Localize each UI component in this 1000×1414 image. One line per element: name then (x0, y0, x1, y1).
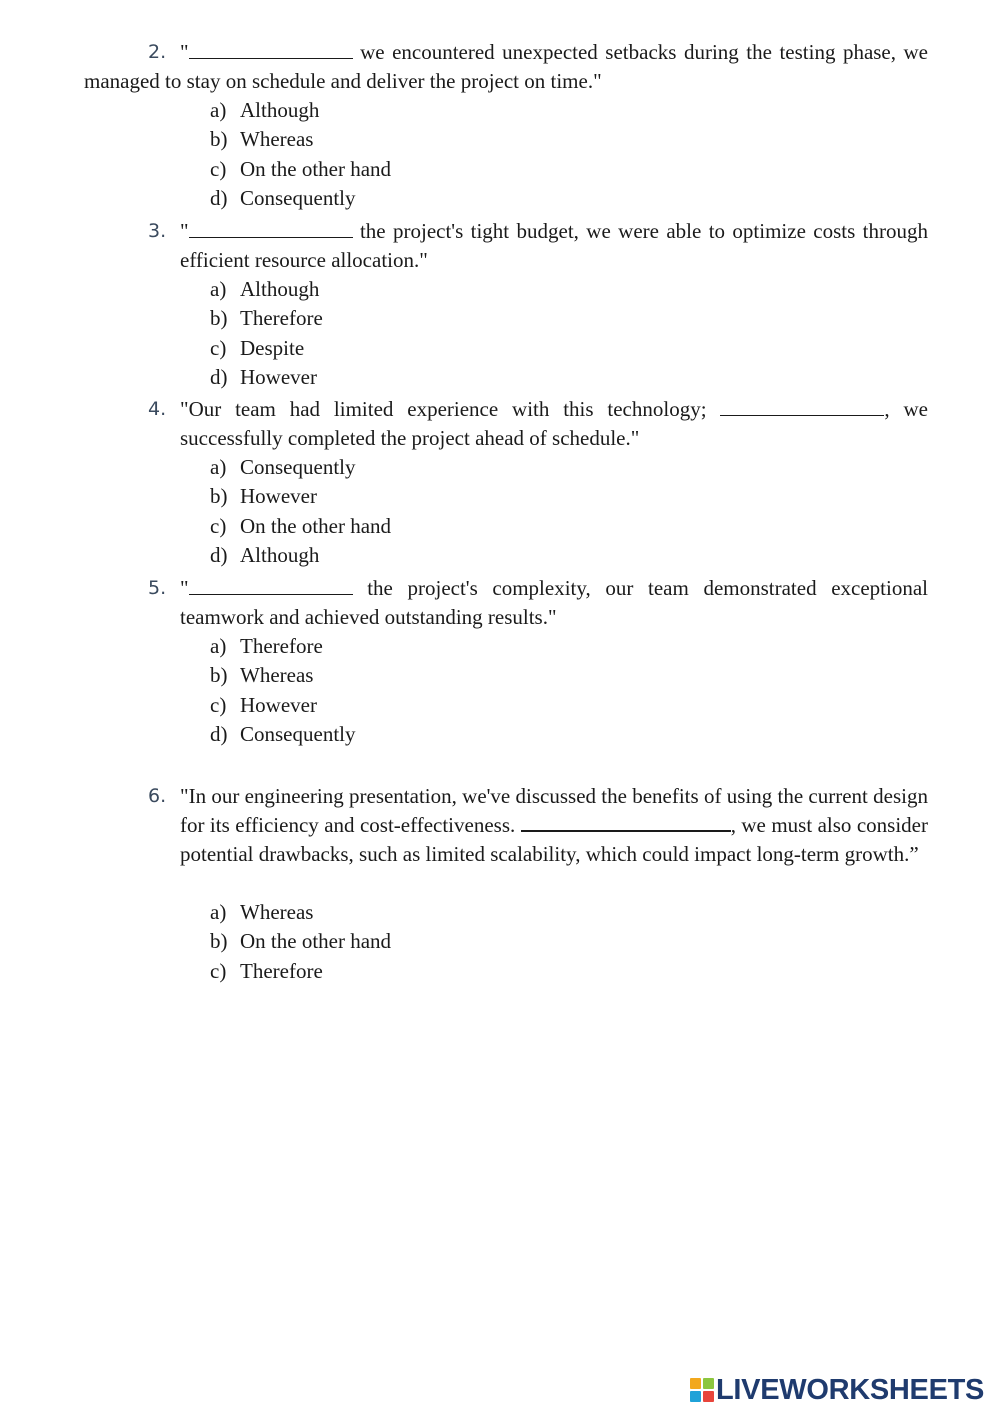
option-letter: b) (210, 663, 228, 688)
question-text-start: " (180, 219, 189, 243)
answer-blank[interactable] (720, 396, 884, 416)
option-letter: b) (210, 127, 228, 152)
question-number: 2. (148, 41, 167, 63)
option-letter: b) (210, 929, 228, 954)
question-number: 5. (148, 577, 167, 599)
answer-blank[interactable] (189, 218, 353, 238)
question-text-end: the project's tight budget, we were able to optimize costs through efficient resource allocation." (180, 219, 928, 272)
question-text (180, 782, 928, 869)
question-number: 3. (148, 220, 167, 242)
question-text (180, 574, 928, 632)
question-text-end: , we must also consider potential drawbacks, such as limited scalability, which could impact long-term growth.” (180, 813, 928, 866)
option-label: However (240, 364, 317, 389)
option-letter: c) (210, 513, 227, 538)
option-a[interactable] (210, 453, 391, 482)
answer-blank[interactable] (189, 575, 353, 595)
option-a[interactable] (210, 632, 356, 661)
logo-square-red (703, 1391, 714, 1402)
question-number: 4. (148, 398, 167, 420)
question-text-start: "In our engineering presentation, we've discussed the benefits of using the current design for its efficiency and cost-effectiveness. (180, 784, 928, 837)
option-d[interactable] (210, 541, 391, 570)
option-letter: a) (210, 277, 227, 301)
liveworksheets-logo-icon (690, 1378, 714, 1402)
option-c[interactable] (210, 512, 391, 541)
answer-options (210, 898, 391, 986)
question-text (180, 217, 928, 275)
question-text-end: we encountered unexpected setbacks during the testing phase, we managed to stay on schedule and deliver the project on time." (84, 40, 928, 93)
option-d[interactable] (210, 363, 323, 392)
option-letter: a) (210, 634, 227, 658)
answer-blank[interactable] (521, 811, 731, 832)
option-label: Consequently (240, 721, 356, 746)
option-a[interactable] (210, 898, 391, 927)
question-text-start: "Our team had limited experience with this technology; (180, 397, 721, 421)
option-label: Whereas (240, 900, 314, 924)
option-label: Although (240, 277, 320, 301)
option-label: However (240, 692, 317, 717)
option-letter: c) (210, 156, 227, 181)
answer-options (210, 453, 391, 570)
option-letter: d) (210, 364, 228, 389)
option-label: Consequently (240, 455, 356, 479)
question-text-start: " (180, 576, 189, 600)
option-label: On the other hand (240, 929, 392, 954)
option-label: On the other hand (240, 513, 392, 538)
option-b[interactable] (210, 125, 391, 154)
answer-blank[interactable] (189, 39, 353, 59)
option-label: Whereas (240, 663, 314, 688)
question-text (84, 38, 928, 96)
option-label: Although (240, 542, 320, 567)
option-d[interactable] (210, 720, 356, 749)
answer-options (210, 96, 391, 213)
logo-square-green (703, 1378, 714, 1389)
answer-options (210, 632, 356, 749)
option-a[interactable] (210, 96, 391, 125)
option-letter: b) (210, 306, 228, 331)
option-label: On the other hand (240, 156, 392, 181)
option-b[interactable] (210, 927, 391, 956)
option-letter: a) (210, 455, 227, 479)
option-label: Therefore (240, 306, 323, 331)
option-a[interactable] (210, 275, 323, 304)
option-letter: a) (210, 98, 227, 122)
option-letter: c) (210, 692, 227, 717)
option-d[interactable] (210, 184, 391, 213)
option-c[interactable] (210, 957, 391, 986)
option-label: Despite (240, 335, 305, 360)
option-letter: d) (210, 542, 228, 567)
option-label: Therefore (240, 958, 323, 983)
question-text-end: the project's complexity, our team demonstrated exceptional teamwork and achieved outstanding results." (180, 576, 928, 629)
option-letter: c) (210, 958, 227, 983)
question-text (180, 395, 928, 453)
logo-square-yellow (690, 1378, 701, 1389)
logo-text: LIVEWORKSHEETS (716, 1373, 985, 1406)
option-b[interactable] (210, 661, 356, 690)
option-letter: b) (210, 484, 228, 509)
option-c[interactable] (210, 155, 391, 184)
option-label: Consequently (240, 185, 356, 210)
option-label: Therefore (240, 634, 323, 658)
option-b[interactable] (210, 482, 391, 511)
liveworksheets-logo (690, 1374, 984, 1406)
option-c[interactable] (210, 334, 323, 363)
option-label: Although (240, 98, 320, 122)
logo-square-blue (690, 1391, 701, 1402)
option-letter: a) (210, 900, 227, 924)
question-number: 6. (148, 785, 167, 807)
option-b[interactable] (210, 304, 323, 333)
option-letter: d) (210, 721, 228, 746)
option-label: However (240, 484, 317, 509)
option-label: Whereas (240, 127, 314, 152)
answer-options (210, 275, 323, 392)
option-letter: d) (210, 185, 228, 210)
question-text-end: , we successfully completed the project ahead of schedule." (180, 397, 928, 450)
option-c[interactable] (210, 691, 356, 720)
question-text-start: " (180, 40, 189, 64)
option-letter: c) (210, 335, 227, 360)
